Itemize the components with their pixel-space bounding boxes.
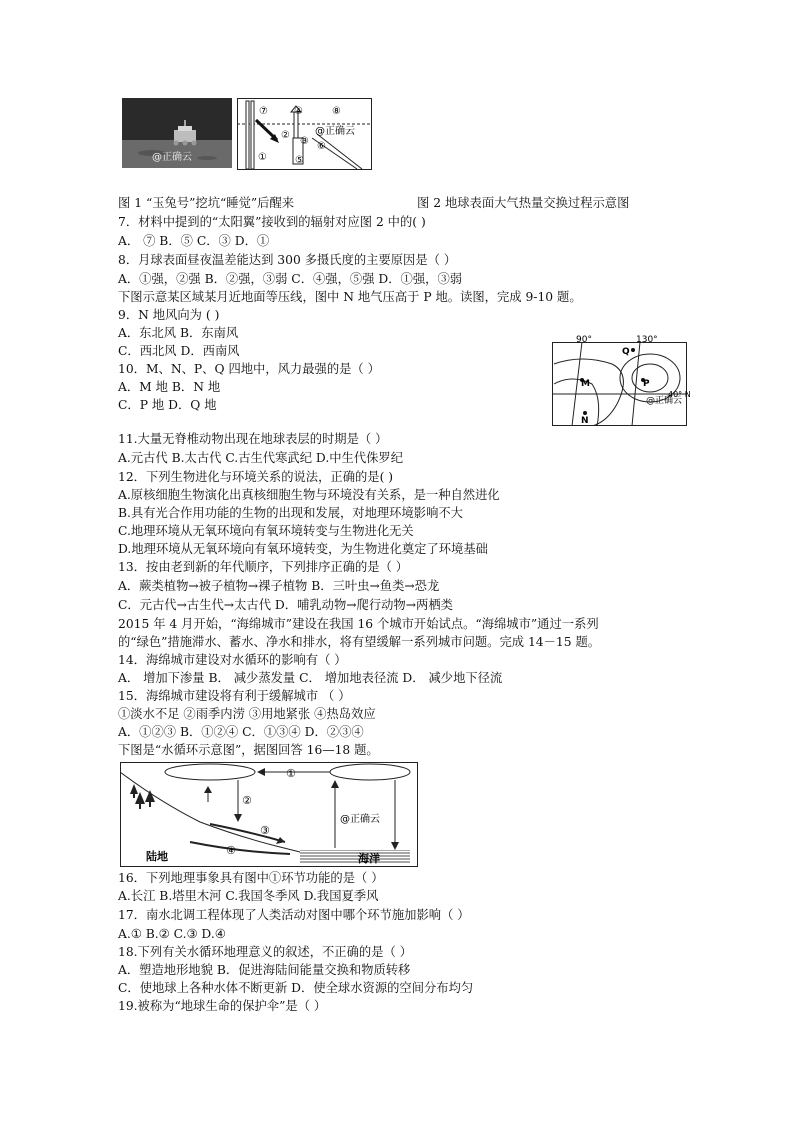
q7-stem: 7．材料中提到的“太阳翼”接收到的辐射对应图 2 中的( ) [118, 215, 426, 229]
wc-label-3: ③ [260, 824, 270, 837]
q8-options: A．①强，②强 B．②强，③弱 C．④强，⑤强 D．①强，③弱 [118, 272, 463, 286]
q12-option-c: C.地理环境从无氧环境向有氧环境转变与生物进化无关 [118, 524, 414, 538]
fig1-photo [122, 98, 232, 168]
q7-options: A． ⑦ B．⑤ C．③ D．① [118, 234, 270, 248]
map-lat: 40° N [668, 390, 691, 399]
q12-stem: 12．下列生物进化与环境关系的说法，正确的是( ) [118, 470, 394, 484]
q10-options-ab: A．M 地 B．N 地 [118, 380, 221, 394]
q8-stem: 8．月球表面昼夜温差能达到 300 多摄氏度的主要原因是（ ） [118, 253, 457, 267]
q16-options: A.长江 B.塔里木河 C.我国冬季风 D.我国夏季风 [118, 889, 379, 903]
q13-options-ab: A．蕨类植物→被子植物→裸子植物 B．三叶虫→鱼类→恐龙 [118, 579, 440, 593]
q18-options-ab: A．塑造地形地貌 B．促进海陆间能量交换和物质转移 [118, 963, 411, 977]
q14-options: A． 增加下渗量 B． 减少蒸发量 C． 增加地表径流 D． 减少地下径流 [118, 671, 503, 685]
q13-stem: 13．按由老到新的年代顺序，下列排序正确的是（ ） [118, 560, 409, 574]
water-cycle-intro: 下图是“水循环示意图”，据图回答 16—18 题。 [118, 743, 379, 757]
pressure-map [552, 334, 694, 426]
q9-stem: 9．N 地风向为 ( ) [118, 308, 220, 322]
fig2-label-8: ⑧ [332, 106, 341, 117]
fig2-label-7: ⑦ [259, 106, 268, 117]
q18-options-cd: C．使地球上各种水体不断更新 D．使全球水资源的空间分布均匀 [118, 981, 474, 995]
q12-option-a: A.原核细胞生物演化出真核细胞生物与环境没有关系，是一种自然进化 [118, 488, 500, 502]
q11-options: A.元古代 B.太古代 C.古生代寒武纪 D.中生代侏罗纪 [118, 451, 404, 465]
map-watermark: @正确云 [646, 396, 683, 406]
q10-stem: 10．M、N、P、Q 四地中，风力最强的是（ ） [118, 362, 380, 376]
fig1-caption: 图 1 “玉兔号”挖坑“睡觉”后醒来 [118, 196, 295, 210]
wc-ocean-label: 海洋 [358, 852, 380, 865]
map-point-q: Q [622, 347, 630, 357]
fig2-label-3: ③ [300, 136, 309, 147]
sponge-intro-1: 2015 年 4 月开始，“海绵城市”建设在我国 16 个城市开始试点。“海绵城市”通过一系列 [118, 617, 599, 631]
q9-options-cd: C．西北风 D．西南风 [118, 344, 240, 358]
wc-label-2: ② [242, 794, 252, 807]
map-lon-left: 90° [576, 335, 592, 345]
wc-label-4: ④ [226, 844, 236, 857]
water-cycle-diagram [120, 762, 418, 868]
q12-option-d: D.地理环境从无氧环境向有氧环境转变，为生物进化奠定了环境基础 [118, 542, 488, 556]
fig2-label-1: ① [258, 152, 267, 163]
q14-stem: 14．海绵城市建设对水循环的影响有（ ） [118, 653, 347, 667]
q16-stem: 16．下列地理事象具有图中①环节功能的是（ ） [118, 871, 384, 885]
q15-options: A．①②③ B．①②④ C．①③④ D．②③④ [118, 725, 364, 739]
fig2-caption: 图 2 地球表面大气热量交换过程示意图 [417, 196, 630, 210]
q12-option-b: B.具有光合作用功能的生物的出现和发展，对地理环境影响不大 [118, 506, 463, 520]
map-lon-right: 130° [636, 335, 658, 345]
fig2-label-6: ⑥ [317, 141, 326, 152]
q17-stem: 17．南水北调工程体现了人类活动对图中哪个环节施加影响（ ） [118, 908, 470, 922]
q9-10-intro: 下图示意某区域某月近地面等压线，图中 N 地气压高于 P 地。读图，完成 9-10 题。 [118, 290, 582, 304]
fig2-watermark: @正确云 [315, 126, 355, 137]
fig2-label-2: ② [281, 130, 290, 141]
q17-options: A.① B.② C.③ D.④ [118, 927, 226, 941]
q19-stem: 19.被称为“地球生命的保护伞”是（ ） [118, 999, 327, 1013]
wc-watermark: @正确云 [340, 814, 380, 825]
q15-stem: 15．海绵城市建设将有利于缓解城市 （ ） [118, 689, 351, 703]
fig2-label-4: ④ [294, 106, 303, 117]
q18-stem: 18.下列有关水循环地理意义的叙述，不正确的是（ ） [118, 945, 412, 959]
wc-land-label: 陆地 [146, 850, 168, 863]
wc-label-1: ① [286, 767, 296, 780]
q10-options-cd: C．P 地 D．Q 地 [118, 398, 217, 412]
q13-options-cd: C．元古代→古生代→太古代 D．哺乳动物→爬行动物→两栖类 [118, 598, 453, 612]
sponge-intro-2: 的“绿色”措施滞水、蓄水、净水和排水，将有望缓解一系列城市问题。完成 14－15 题。 [118, 635, 601, 649]
map-point-n: N [581, 416, 589, 426]
fig2-diagram [237, 98, 372, 170]
fig1-watermark: @正确云 [152, 152, 192, 163]
fig2-label-5: ⑤ [295, 155, 304, 166]
map-point-m: M [581, 379, 590, 389]
map-point-p: P [643, 379, 650, 389]
q11-stem: 11.大量无脊椎动物出现在地球表层的时期是（ ） [118, 432, 388, 446]
q15-items: ①淡水不足 ②雨季内涝 ③用地紧张 ④热岛效应 [118, 707, 376, 721]
q9-options-ab: A．东北风 B．东南风 [118, 326, 239, 340]
